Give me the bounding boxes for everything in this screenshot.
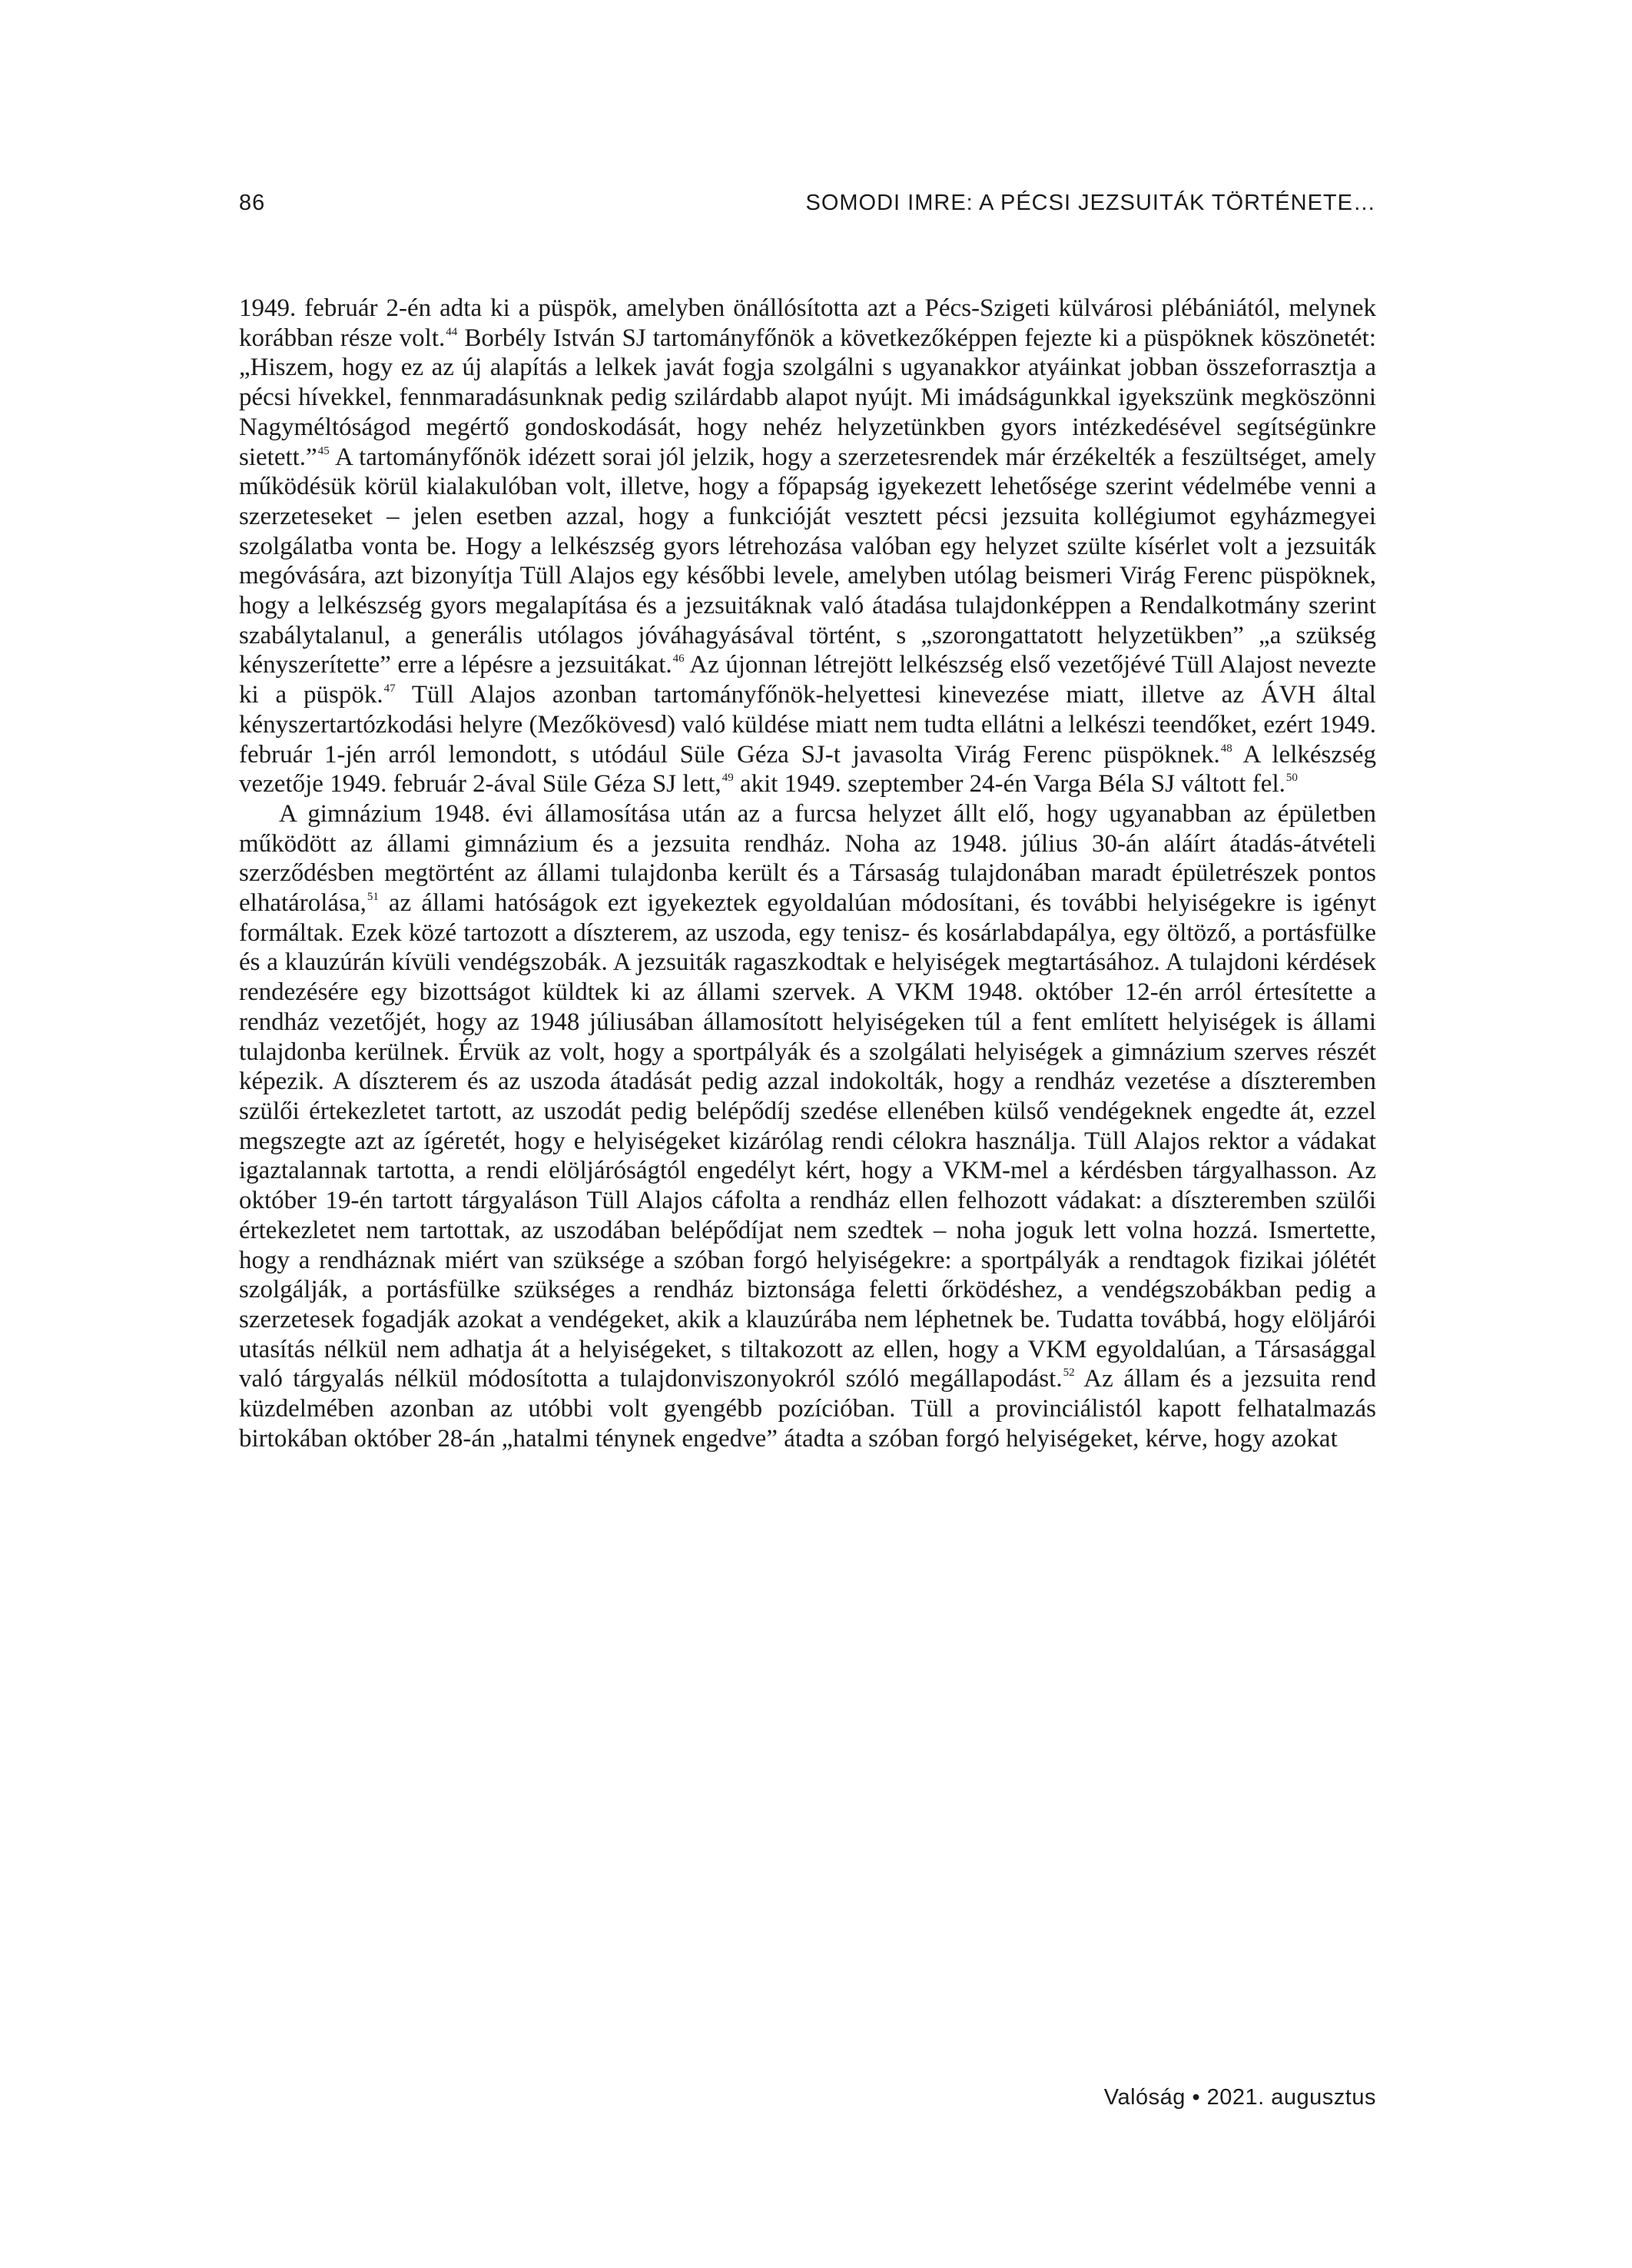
text-run: az állami hatóságok ezt igyekeztek egyoldalúan módosítani, és további helyiségekre is igényt formáltak. Ezek közé tartozott a díszterem, az uszoda, egy tenisz- és kosárlabdapálya, egy öltöző, a portásfülke és a klauzúrán kívüli vendégszobák. A jezsuiták ragaszkodtak e helyiségek megtartásához. A tulajdoni kérdések rendezésére egy bizottságot küldtek ki az állami szervek. A VKM 1948. október 12-én arról értesítette a rendház vezetőjét, hogy az 1948 júliusában államosított helyiségeken túl a fent említett helyiségek is állami tulajdonba kerülnek. Érvük az volt, hogy a sportpályák és a szolgálati helyiségek a gimnázium szerves részét képezik. A díszterem és az uszoda átadását pedig azzal indokolták, hogy a rendház vezetése a díszteremben szülői értekezletet tartott, az uszodát pedig belépődíj szedése ellenében külső vendégeknek engedte át, ezzel megszegte azt az ígéretét, hogy e helyiségeket kizárólag rendi célokra használja. Tüll Alajos rektor a vádakat igaztalannak tartotta, a rendi elöljáróságtól engedélyt kért, hogy a VKM-mel a kérdésben tárgyalhasson. Az október 19-én tartott tárgyaláson Tüll Alajos cáfolta a rendház ellen felhozott vádakat: a díszteremben szülői értekezletet nem tartottak, az uszodában belépődíjat nem szedtek – noha joguk lett volna hozzá. Ismertette, hogy a rendháznak miért van szüksége a szóban forgó helyiségekre: a sportpályák a rendtagok fizikai jólétét szolgálják, a portásfülke szükséges a rendház biztonsága feletti őrködéshez, a vendégszobákban pedig a szerzetesek fogadják azokat a vendégeket, akik a klauzúrába nem léphetnek be. Tudatta továbbá, hogy elöljárói utasítás nélkül nem adhatja át a helyiségeket, s tiltakozott az ellen, hogy a VKM egyoldalúan, a Társasággal való tárgyalás nélkül módosította a tulajdonviszonyokról szóló megállapodást. bbox=[239, 889, 1376, 1393]
running-title: SOMODI IMRE: A PÉCSI JEZSUITÁK TÖRTÉNETE… bbox=[805, 191, 1376, 215]
publication-footer: Valóság • 2021. augusztus bbox=[1103, 2085, 1376, 2110]
page-number: 86 bbox=[239, 191, 266, 215]
footnote-ref-46[interactable]: 46 bbox=[672, 653, 685, 666]
footnote-ref-49[interactable]: 49 bbox=[721, 772, 734, 785]
body-text bbox=[239, 294, 1376, 1453]
paragraph bbox=[239, 294, 1376, 799]
text-run: Az újonnan létrejött lelkészség első vezetőjévé Tüll Alajost nevezte ki a püspök. bbox=[239, 651, 1376, 709]
footnote-ref-47[interactable]: 47 bbox=[383, 682, 396, 696]
paragraph bbox=[239, 799, 1376, 1453]
footnote-ref-50[interactable]: 50 bbox=[1285, 772, 1298, 785]
text-run: Az állam és a jezsuita rend küzdelmében azonban az utóbbi volt gyengébb pozícióban. Tüll a provinciálistól kapott felhatalmazás birtokában október 28-án „hatalmi ténynek engedve” átadta a szóban forgó helyiségeket, kérve, hogy azokat bbox=[239, 1365, 1376, 1453]
text-run: 1949. február 2-én adta ki a püspök, amelyben önállósította azt a Pécs-Szigeti külvárosi plébániától, melynek korábban része volt. bbox=[239, 294, 1376, 352]
running-head bbox=[239, 191, 1376, 221]
text-run: Borbély István SJ tartományfőnök a következőképpen fejezte ki a püspöknek köszönetét: „Hiszem, hogy ez az új alapítás a lelkek javát fogja szolgálni s ugyanakkor atyáinkat jobban összeforrasztja a pécsi hívekkel, fennmaradásunknak pedig szilárdabb alapot nyújt. Mi imádságunkkal igyekszünk megköszönni Nagyméltóságod megértő gondoskodását, hogy nehéz helyzetünkben gyors intézkedésével segítségünkre sietett.” bbox=[239, 324, 1376, 471]
text-run: A tartományfőnök idézett sorai jól jelzik, hogy a szerzetesrendek már érzékelték a feszültséget, amely működésük körül kialakulóban volt, illetve, hogy a főpapság igyekezett lehetősége szerint védelmébe venni a szerzeteseket – jelen esetben azzal, hogy a funkcióját vesztett pécsi jezsuita kollégiumot egyházmegyei szolgálatba vonta be. Hogy a lelkészség gyors létrehozása valóban egy helyzet szülte kísérlet volt a jezsuiták megóvására, azt bizonyítja Tüll Alajos egy későbbi levele, amelyben utólag beismeri Virág Ferenc püspöknek, hogy a lelkészség gyors megalapítása és a jezsuitáknak való átadása tulajdonképpen a Rendalkotmány szerint szabálytalanul, a generális utólagos jóváhagyásával történt, s „szorongattatott helyzetükben” „a szükség kényszerítette” erre a lépésre a jezsuitákat. bbox=[239, 443, 1376, 679]
footnote-ref-44[interactable]: 44 bbox=[446, 325, 458, 338]
text-run: A gimnázium 1948. évi államosítása után az a furcsa helyzet állt elő, hogy ugyanabban az épületben működött az állami gimnázium és a jezsuita rendház. Noha az 1948. július 30-án aláírt átadás-átvételi szerződésben megtörtént az állami tulajdonba került és a Társaság tulajdonában maradt épületrészek pontos elhatárolása, bbox=[239, 799, 1376, 918]
footnote-ref-52[interactable]: 52 bbox=[1063, 1366, 1075, 1380]
text-run: A lelkészség vezetője 1949. február 2-ával Süle Géza SJ lett, bbox=[239, 740, 1377, 799]
text-run: Tüll Alajos azonban tartományfőnök-helyettesi kinevezése miatt, illetve az ÁVH által kényszertartózkodási helyre (Mezőkövesd) való küldése miatt nem tudta ellátni a lelkészi teendőket, ezért 1949. február 1-jén arról lemondott, s utódául Süle Géza SJ-t javasolta Virág Ferenc püspöknek. bbox=[239, 681, 1376, 769]
footnote-ref-45[interactable]: 45 bbox=[317, 444, 330, 457]
footnote-ref-48[interactable]: 48 bbox=[1220, 742, 1232, 755]
text-run: akit 1949. szeptember 24-én Varga Béla SJ váltott fel. bbox=[733, 770, 1285, 799]
footnote-ref-51[interactable]: 51 bbox=[367, 891, 379, 904]
